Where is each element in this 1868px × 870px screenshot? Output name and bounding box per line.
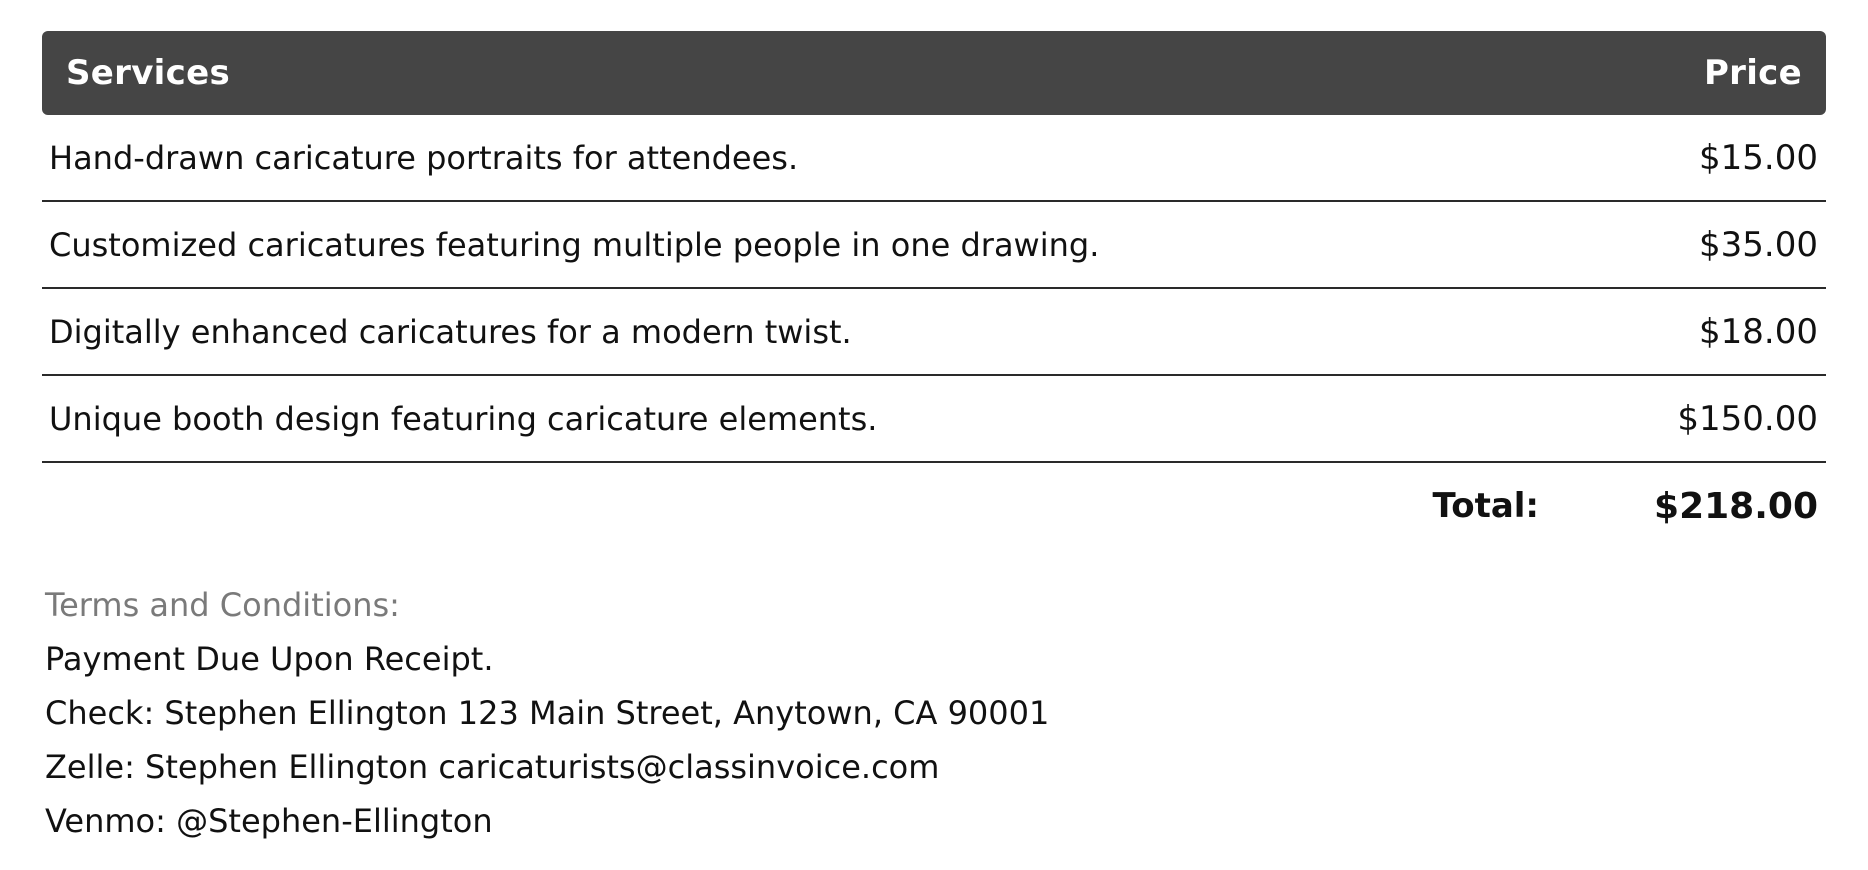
total-label: Total: (1432, 486, 1540, 526)
service-price: $18.00 (1699, 311, 1818, 352)
service-description: Customized caricatures featuring multiple people in one drawing. (49, 225, 1100, 264)
total-amount: $218.00 (1654, 485, 1818, 527)
service-description: Digitally enhanced caricatures for a modern twist. (49, 312, 852, 351)
payment-terms-line: Payment Due Upon Receipt. (45, 640, 494, 678)
terms-heading: Terms and Conditions: (45, 586, 400, 624)
zelle-payment-line: Zelle: Stephen Ellington caricaturists@classinvoice.com (45, 748, 940, 786)
check-payment-line: Check: Stephen Ellington 123 Main Street, Anytown, CA 90001 (45, 694, 1050, 732)
services-column-header: Services (66, 53, 230, 93)
venmo-payment-line: Venmo: @Stephen-Ellington (45, 802, 493, 840)
service-description: Unique booth design featuring caricature elements. (49, 399, 878, 438)
service-price: $15.00 (1699, 137, 1818, 178)
table-row (42, 202, 1826, 289)
service-description: Hand-drawn caricature portraits for attendees. (49, 138, 799, 177)
total-row (42, 463, 1826, 549)
table-row (42, 376, 1826, 463)
table-row (42, 115, 1826, 202)
terms-section (45, 578, 1745, 848)
service-price: $35.00 (1699, 224, 1818, 265)
table-header (42, 31, 1826, 115)
price-column-header: Price (1703, 53, 1802, 93)
table-row (42, 289, 1826, 376)
service-price: $150.00 (1677, 398, 1818, 439)
services-table (42, 31, 1826, 549)
